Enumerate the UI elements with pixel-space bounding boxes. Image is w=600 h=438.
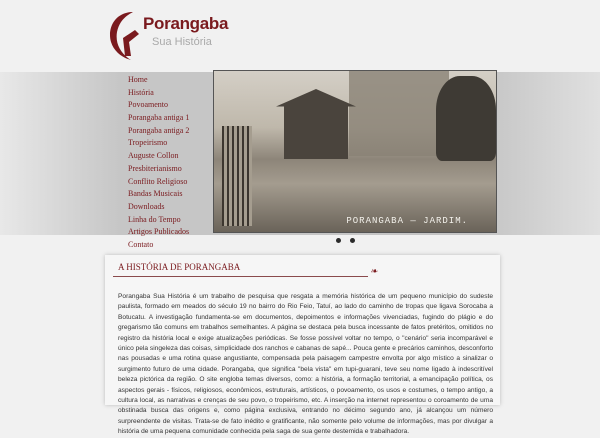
article-panel	[105, 255, 500, 436]
nav-presbiterianismo[interactable]: Presbiterianismo	[128, 163, 182, 173]
slide-dot-2[interactable]	[350, 238, 355, 243]
slideshow-photo[interactable]	[213, 70, 497, 233]
nav-porangaba-antiga-2[interactable]: Porangaba antiga 2	[128, 125, 190, 135]
nav-historia[interactable]: História	[128, 87, 154, 97]
nav-conflito-religioso[interactable]: Conflito Religioso	[128, 176, 188, 186]
nav-contato[interactable]: Contato	[128, 239, 154, 249]
photo-fence	[222, 126, 252, 226]
nav-linha-do-tempo[interactable]: Linha do Tempo	[128, 214, 181, 224]
nav-downloads[interactable]: Downloads	[128, 201, 165, 211]
main-nav	[128, 74, 189, 252]
article-title: A HISTÓRIA DE PORANGABA	[118, 262, 241, 272]
photo-church	[349, 71, 449, 156]
article-body: Porangaba Sua História é um trabalho de pesquisa que resgata a memória histórica de um pequeno município do sudeste paulista, formado em meados do século 19 no bairro do Rio Feio, Tatuí, ao lado do caminho de tropas que ligava Sorocaba a Botucatu. A investigação fundamenta-se em documentos, depoimentos e informações vivenciadas, fugindo do plágio e do gregarismo tão comuns em trabalhos semelhantes. A página se destaca pela busca incessante de fatos pretéritos, omitidos no registro da história local e exige atualizações periódicas. Se fosse possível voltar no tempo, o "cenário" seria incomparável e único pela singeleza das coisas, simplicidade dos ranchos e cabanas de sapé... Pouca gente e precários caminhos, desconforto nas pousadas e uma rotina quase angustiante, compensada pela paisagem campestre envolta por algo místico a sinalizar o surgimento futuro de uma cidade. Porangaba, que significa "bela vista" em tupi-guarani, teve seu nome ligado à indescritível beleza pictórica da região. O site engloba temas diversos, como: a história, a formação territorial, a emancipação política, os aspectos gerais - físicos, religiosos, econômicos, estruturais, artísticos, o povoamento, os usos e costumes, o tempo antigo, a cultura local, as narrativas e crenças de seu povo, o tropeirismo, etc. A inserção na internet representou o coroamento de uma obstinada busca das origens e, como página exclusiva, entrando no décimo segundo ano, já alcançou um número surpreendente de visitas. Trata-se de fato inédito e gratificante, não somente pelo volume de informações, mas por divulgar a história de uma pequena comunidade conhecida pela saga de sua gente destemida e trabalhadora.	[118, 293, 493, 436]
photo-tree	[436, 76, 496, 161]
nav-povoamento[interactable]: Povoamento	[128, 100, 168, 110]
nav-tropeirismo[interactable]: Tropeirismo	[128, 138, 168, 148]
nav-porangaba-antiga-1[interactable]: Porangaba antiga 1	[128, 113, 190, 123]
photo-kiosk	[276, 89, 356, 159]
photo-caption: PORANGABA — JARDIM.	[346, 216, 468, 226]
nav-home[interactable]: Home	[128, 75, 148, 84]
tropeiro-logo-icon	[105, 8, 145, 64]
site-logo[interactable]	[105, 8, 229, 64]
slide-dot-1[interactable]	[336, 238, 341, 243]
nav-artigos-publicados[interactable]: Artigos Publicados	[128, 227, 190, 237]
logo-title: Porangaba	[143, 14, 229, 33]
logo-subtitle: Sua História	[152, 36, 212, 48]
nav-auguste-collon[interactable]: Auguste Collon	[128, 151, 179, 161]
ornament-icon: ❧	[370, 266, 378, 276]
nav-bandas-musicais[interactable]: Bandas Musicais	[128, 189, 183, 199]
title-divider	[113, 276, 368, 277]
